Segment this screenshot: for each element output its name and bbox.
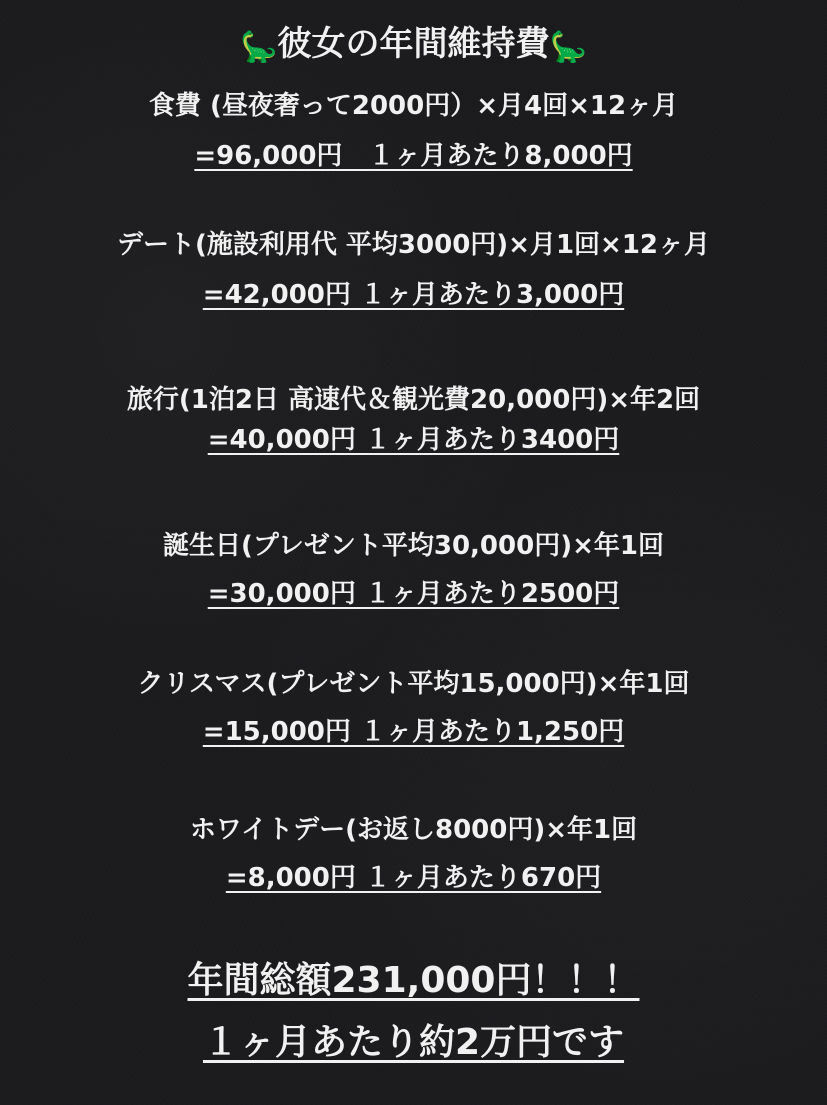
date-cost-result-text: =42,000円 １ヶ月あたり3,000円 [202,280,625,310]
food-cost-result [0,138,827,174]
travel-cost-description: 旅行(1泊2日 高速代＆観光費20,000円)×年2回 [126,385,701,415]
white-day-cost-description: ホワイトデー(お返し8000円)×年1回 [189,815,638,845]
dinosaur-icon: 🦕 [240,30,278,65]
birthday-cost-result-text: =30,000円 １ヶ月あたり2500円 [207,579,620,609]
travel-cost-result-text: =40,000円 １ヶ月あたり3400円 [207,425,620,455]
food-cost-result-text: =96,000円 １ヶ月あたり8,000円 [194,141,633,171]
date-cost-result [0,277,827,313]
christmas-cost-description: クリスマス(プレゼント平均15,000円)×年1回 [137,669,690,699]
page-title [0,20,827,72]
food-cost-description: 食費 (昼夜奢って2000円）×月4回×12ヶ月 [148,91,679,121]
white-day-cost-result-text: =8,000円 １ヶ月あたり670円 [225,863,602,893]
christmas-cost-result-text: =15,000円 １ヶ月あたり1,250円 [202,717,625,747]
white-day-cost-result [0,860,827,896]
annual-total [0,956,827,1006]
date-cost-description: デート(施設利用代 平均3000円)×月1回×12ヶ月 [116,230,711,260]
christmas-cost-result [0,714,827,750]
birthday-cost-description: 誕生日(プレゼント平均30,000円)×年1回 [163,531,664,561]
monthly-total [0,1018,827,1068]
title-text: 彼女の年間維持費 [277,24,550,64]
travel-cost-result [0,422,827,458]
birthday-cost-result [0,576,827,612]
annual-total-text: 年間総額231,000円！！！ [187,960,640,1001]
monthly-total-text: １ヶ月あたり約2万円です [202,1022,625,1063]
dinosaur-icon: 🦕 [549,30,587,65]
